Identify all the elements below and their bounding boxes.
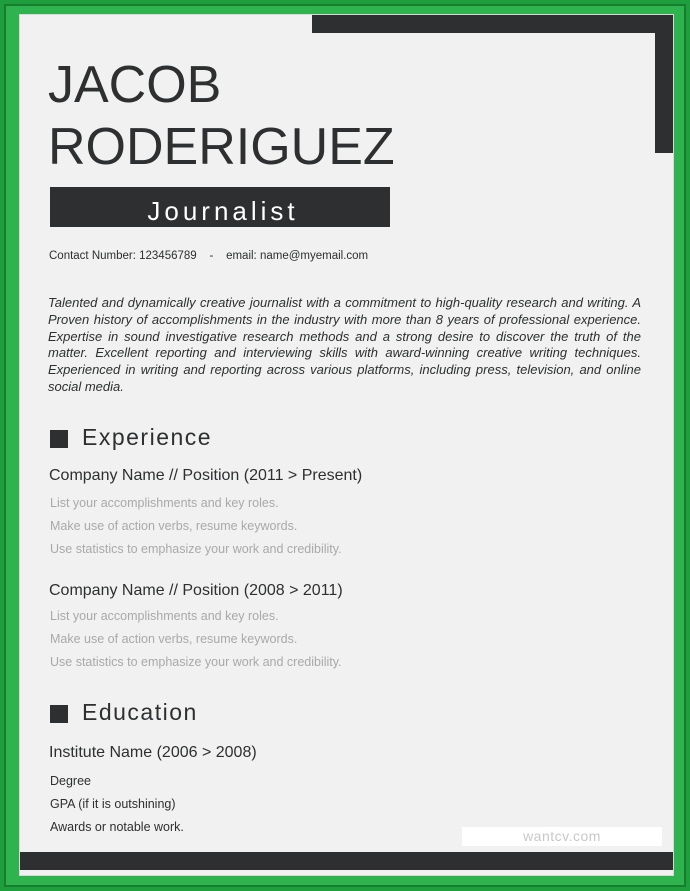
experience-heading-label: Experience: [82, 424, 213, 450]
experience-bullet: Make use of action verbs, resume keywords.: [50, 632, 298, 646]
contact-line: Contact Number: 123456789 - email: name@myemail.com: [49, 250, 369, 262]
footer-accent-bar: [20, 852, 673, 870]
corner-accent-side: [655, 15, 673, 153]
education-line: Awards or notable work.: [50, 820, 184, 834]
experience-entry-title: Company Name // Position (2008 > 2011): [49, 582, 343, 599]
experience-bullet: List your accomplishments and key roles.: [50, 496, 279, 510]
education-line: Degree: [50, 774, 91, 788]
experience-bullet: Make use of action verbs, resume keywords.: [50, 519, 298, 533]
candidate-name: [48, 54, 448, 178]
experience-entry-title: Company Name // Position (2011 > Present): [49, 467, 363, 484]
professional-summary: Talented and dynamically creative journalist with a commitment to high-quality research and writing. A Proven history of accomplishments in the industry with more than 8 years of professional experience. Expertise in sound investigative research methods and a strong desire to discover the truth of the matter. Excellent reporting and interviewing skills with award-winning creative writing techniques. Experienced in writing and reporting across various platforms, including press, television, and online social media.: [48, 295, 641, 394]
section-square-icon: [50, 430, 68, 448]
experience-bullet: Use statistics to emphasize your work and credibility.: [50, 655, 342, 669]
job-title: Journalist: [147, 196, 299, 226]
education-line: GPA (if it is outshining): [50, 797, 176, 811]
job-title-banner: [50, 187, 390, 227]
watermark: wantcv.com: [462, 827, 662, 846]
name-first: JACOB: [48, 56, 222, 114]
experience-bullet: List your accomplishments and key roles.: [50, 609, 279, 623]
education-heading-label: Education: [82, 699, 198, 725]
section-square-icon: [50, 705, 68, 723]
experience-bullet: Use statistics to emphasize your work and credibility.: [50, 542, 342, 556]
education-entry-title: Institute Name (2006 > 2008): [49, 744, 257, 761]
name-last: RODERIGUEZ: [48, 118, 395, 176]
corner-accent-top: [312, 15, 673, 33]
